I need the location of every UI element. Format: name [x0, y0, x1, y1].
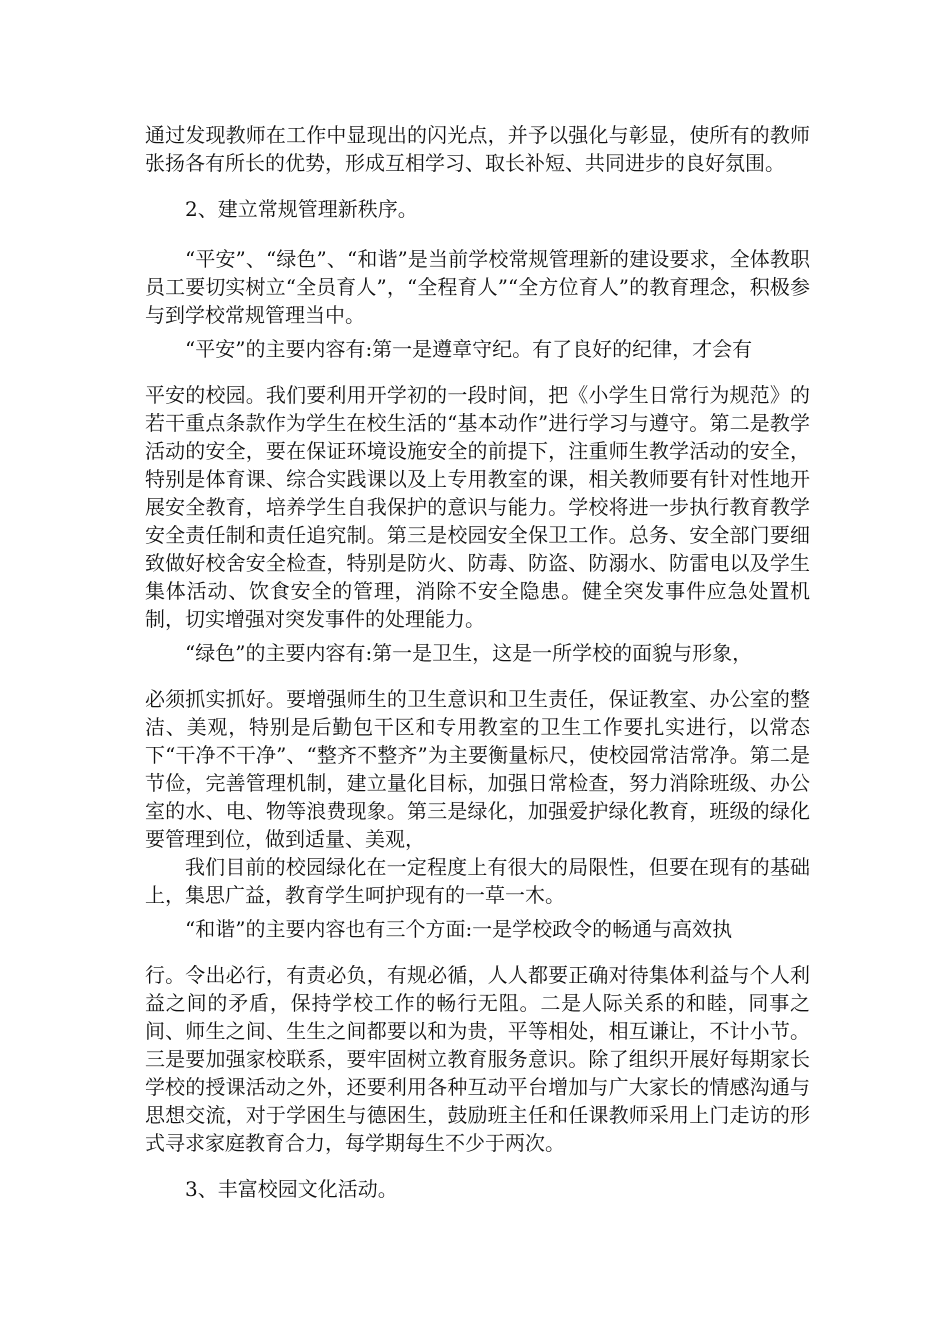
paragraph-management-requirements: “平安”、“绿色”、“和谐”是当前学校常规管理新的建设要求，全体教职员工要切实树立“全员育人”，“全程育人”“全方位育人”的教育理念，积极参与到学校常规管理当中。 — [145, 247, 810, 327]
paragraph-safety-intro: “平安”的主要内容有:第一是遵章守纪。有了良好的纪律，才会有 — [185, 337, 753, 361]
paragraph-greening-campus: 我们目前的校园绿化在一定程度上有很大的局限性，但要在现有的基础上，集思广益，教育学生呵护现有的一草一木。 — [145, 855, 810, 907]
paragraph-green-body: 必须抓实抓好。要增强师生的卫生意识和卫生责任，保证教室、办公室的整洁、美观，特别是后勤包干区和专用教室的卫生工作要扎实进行，以常态下“干净不干净”、“整齐不整齐”为主要衡量标尺，使校园常洁常净。第二是节俭，完善管理机制，建立量化目标，加强日常检查，努力消除班级、办公室的水、电、物等浪费现象。第三是绿化，加强爱护绿化教育，班级的绿化要管理到位，做到适量、美观， — [145, 687, 810, 851]
paragraph-harmony-body: 行。令出必行，有责必负，有规必循，人人都要正确对待集体利益与个人利益之间的矛盾，保持学校工作的畅行无阻。二是人际关系的和睦，同事之间、师生之间、生生之间都要以和为贵，平等相处，相互谦让，不计小节。三是要加强家校联系，要牢固树立教育服务意识。除了组织开展好每期家长学校的授课活动之外，还要利用各种互动平台增加与广大家长的情感沟通与思想交流，对于学困生与德困生，鼓励班主任和任课教师采用上门走访的形式寻求家庭教育合力，每学期每生不少于两次。 — [145, 963, 810, 1155]
heading-section-2: 2、建立常规管理新秩序。 — [185, 197, 418, 221]
paragraph-teacher-highlights: 通过发现教师在工作中显现出的闪光点，并予以强化与彰显，使所有的教师张扬各有所长的优势，形成互相学习、取长补短、共同进步的良好氛围。 — [145, 123, 810, 175]
paragraph-green-intro: “绿色”的主要内容有:第一是卫生，这是一所学校的面貌与形象， — [185, 641, 753, 665]
document-page — [145, 121, 810, 1203]
heading-section-3: 3、丰富校园文化活动。 — [185, 1177, 398, 1201]
paragraph-harmony-intro: “和谐”的主要内容也有三个方面:一是学校政令的畅通与高效执 — [185, 917, 733, 941]
paragraph-safety-body: 平安的校园。我们要利用开学初的一段时间，把《小学生日常行为规范》的若干重点条款作为学生在校生活的“基本动作”进行学习与遵守。第二是教学活动的安全，要在保证环境设施安全的前提下，注重师生教学活动的安全，特别是体育课、综合实践课以及上专用教室的课，相关教师要有针对性地开展安全教育，培养学生自我保护的意识与能力。学校将进一步执行教育教学安全责任制和责任追究制。第三是校园安全保卫工作。总务、安全部门要细致做好校舍安全检查，特别是防火、防毒、防盗、防溺水、防雷电以及学生集体活动、饮食安全的管理，消除不安全隐患。健全突发事件应急处置机制，切实增强对突发事件的处理能力。 — [145, 383, 810, 631]
